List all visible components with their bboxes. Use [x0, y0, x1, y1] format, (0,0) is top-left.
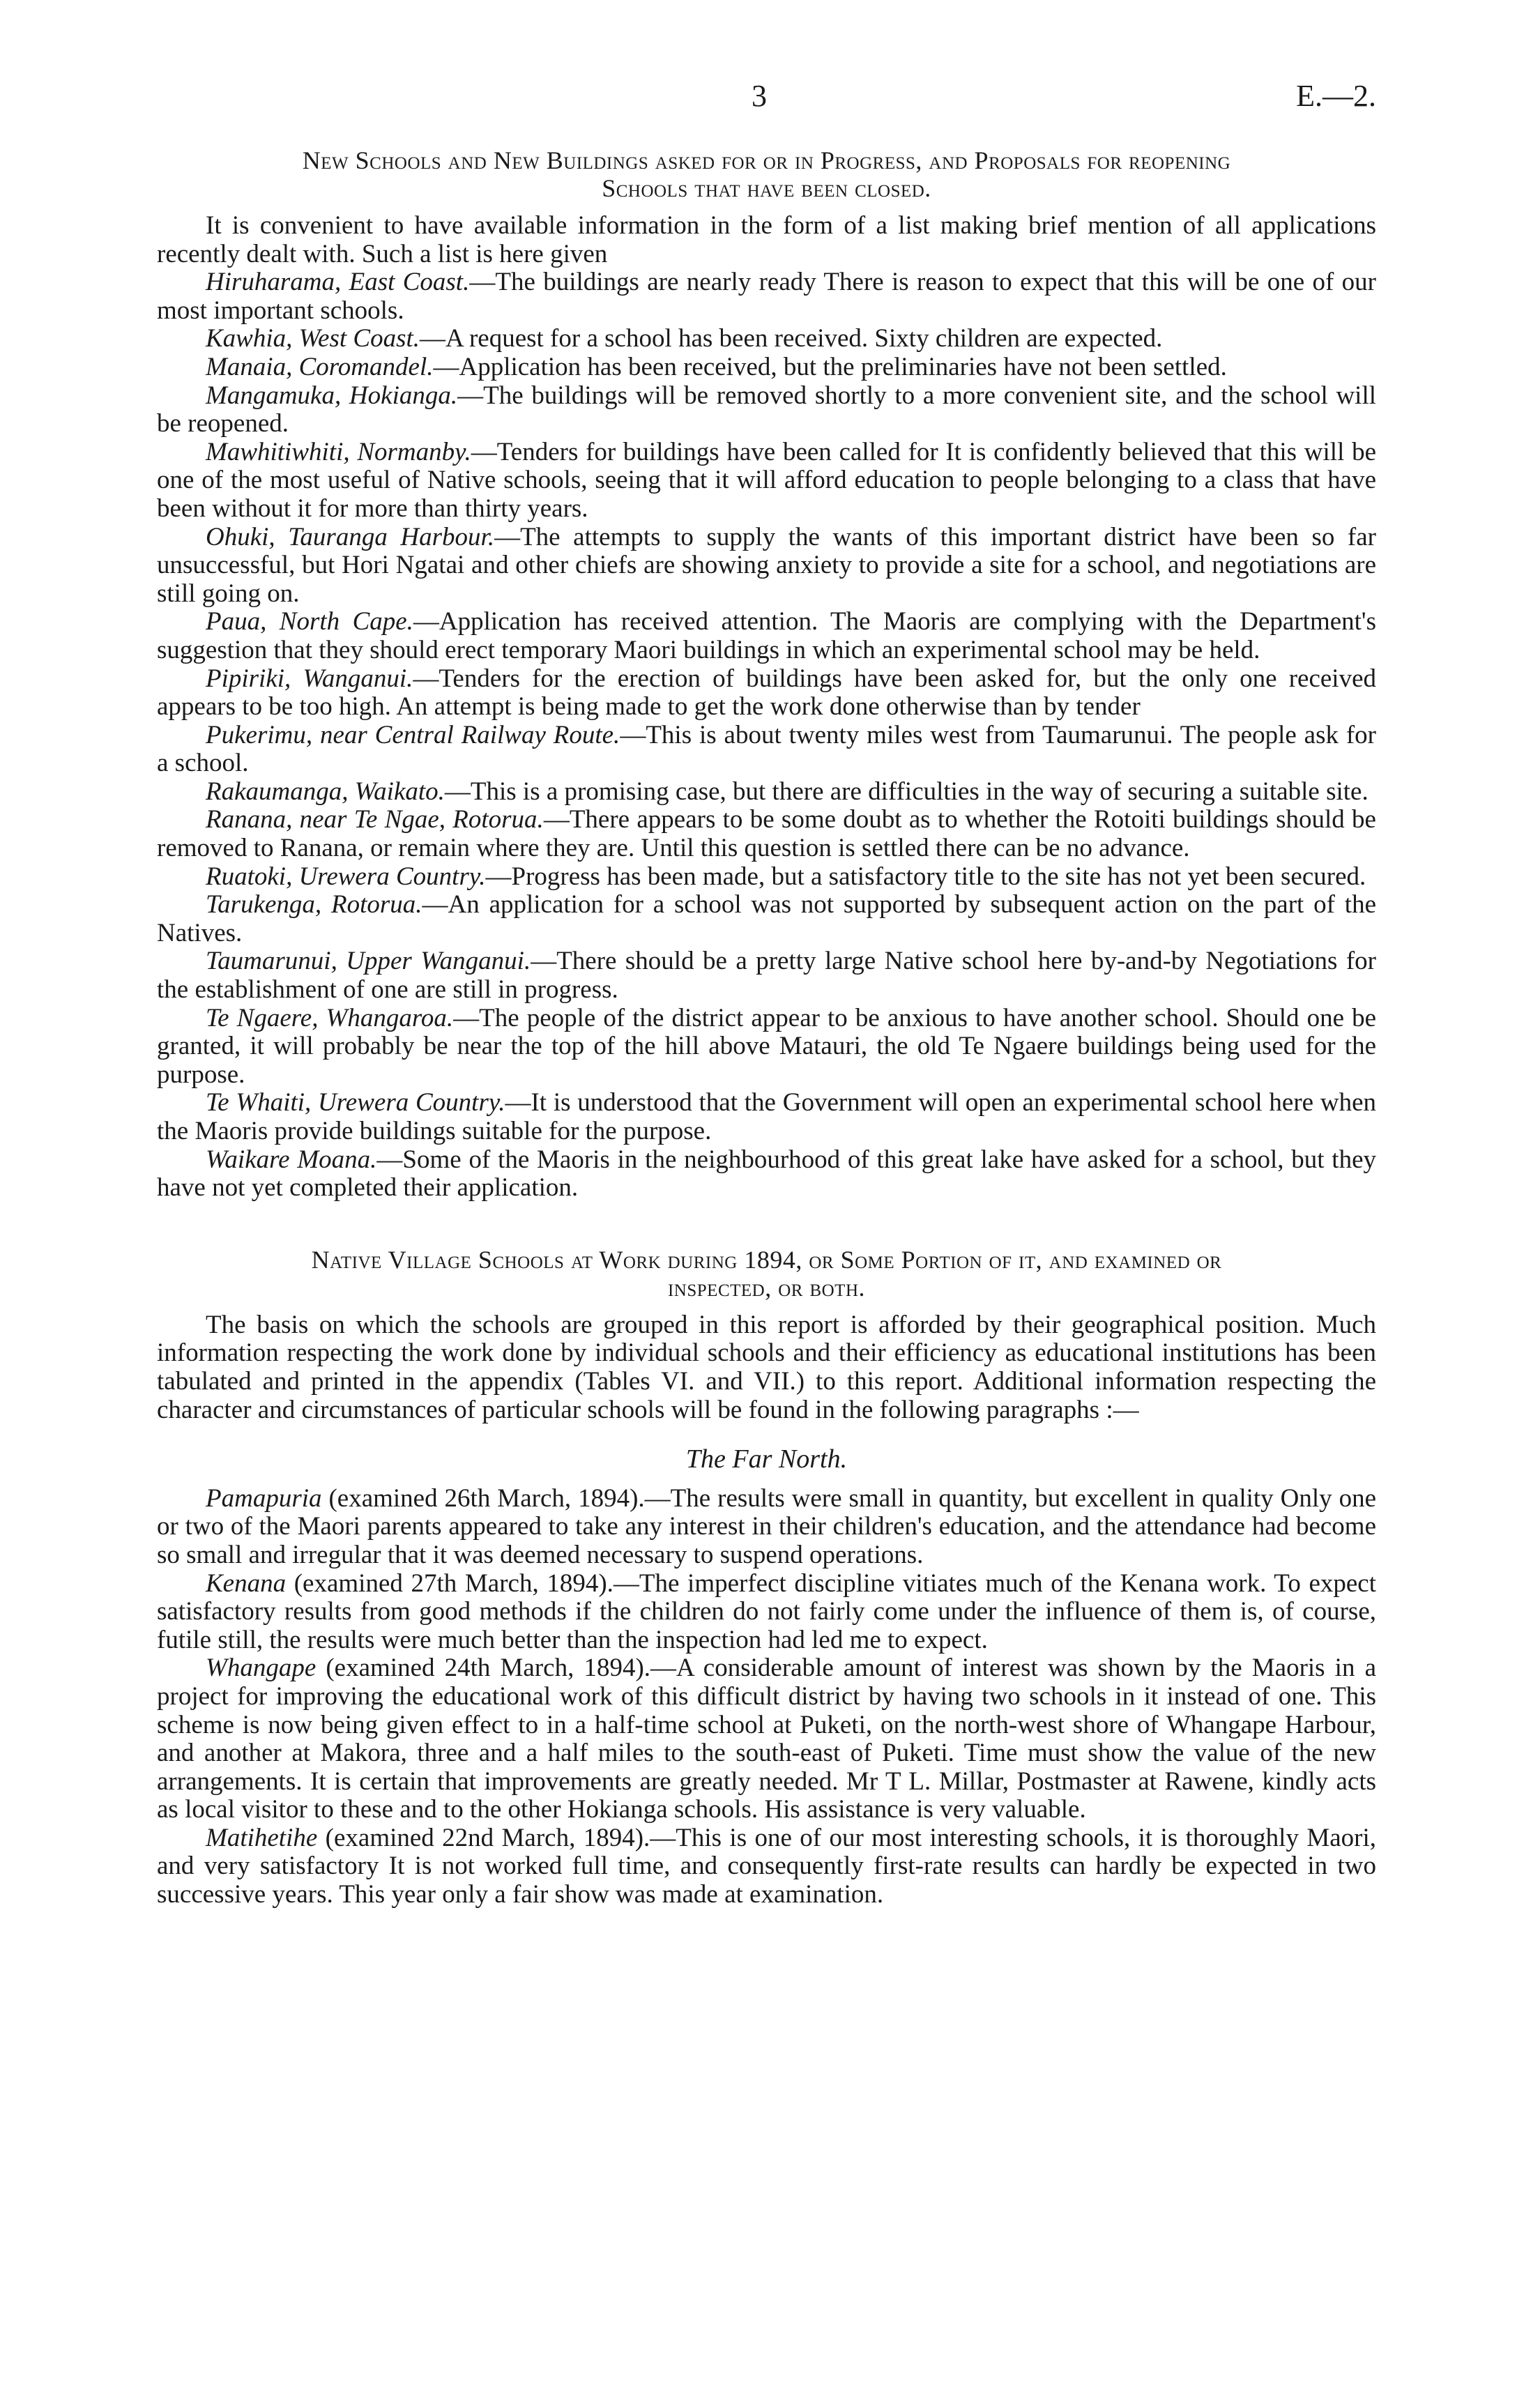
- school-place-name: Matihetihe: [206, 1823, 318, 1852]
- school-place-name: Rakaumanga, Waikato.: [206, 777, 445, 806]
- school-entry: [157, 1485, 1376, 1570]
- school-entry: [157, 863, 1376, 892]
- school-entry: [157, 947, 1376, 1004]
- school-place-name: Taumarunui, Upper Wanganui.: [206, 947, 531, 976]
- school-entry: [157, 778, 1376, 807]
- school-entry-text: —Some of the Maoris in the neighbourhood of this great lake have asked for a school, but they have not yet completed their application.: [157, 1145, 1376, 1203]
- heading-line: New Schools and New Buildings asked for or in Progress, and Proposals for reopening: [302, 146, 1231, 174]
- school-place-name: Kenana: [206, 1569, 287, 1598]
- school-entry: [157, 382, 1376, 438]
- school-entry: [157, 665, 1376, 722]
- school-entry-text: (examined 22nd March, 1894).—This is one of our most interesting schools, it is thoroughly Maori, and very satisfactory It is not worked full time, and consequently first-rate results can hardly be expected in two successive years. This year only a fair show was made at examination.: [157, 1823, 1376, 1909]
- school-entry: [157, 353, 1376, 382]
- school-entry-text: —Tenders for buildings have been called for It is confidently believed that this will be one of the most useful of Native schools, seeing that it will afford education to people belonging to a class that have been without it for more than thirty years.: [157, 437, 1376, 523]
- school-entry-text: —The attempts to supply the wants of this important district have been so far unsuccessful, but Hori Ngatai and other chiefs are showing anxiety to provide a site for a school, and negotiations are still going on.: [157, 522, 1376, 608]
- page-header: [157, 70, 1376, 146]
- school-entry-text: —An application for a school was not supported by subsequent action on the part of the Natives.: [157, 890, 1376, 947]
- school-entry-text: —Application has received attention. The Maoris are complying with the Department's suggestion that they should erect temporary Maori buildings in which an experimental school may be held.: [157, 607, 1377, 664]
- school-entry-text: —Progress has been made, but a satisfactory title to the site has not yet been secured.: [485, 862, 1366, 891]
- school-entry-text: —The buildings are nearly ready There is reason to expect that this will be one of our most important schools.: [157, 268, 1376, 325]
- heading-line: Native Village Schools at Work during 1894, or Some Portion of it, and examined or: [311, 1245, 1222, 1274]
- school-place-name: Mangamuka, Hokianga.: [206, 381, 458, 410]
- school-entry: [157, 325, 1376, 353]
- school-entry: [157, 1146, 1376, 1203]
- school-entry: [157, 1005, 1376, 1090]
- school-entry: [157, 524, 1376, 609]
- school-entry: [157, 1824, 1376, 1909]
- school-entry: [157, 891, 1376, 947]
- intro-paragraph: The basis on which the schools are grouped in this report is afforded by their geographical position. Much information respecting the work done by individual schools and their efficiency as educational institutions has been tabulated and printed in the appendix (Tables VI. and VII.) to this report. Additional information respecting the character and circumstances of particular schools will be found in the following paragraphs :—: [157, 1310, 1376, 1424]
- school-entry: [157, 438, 1376, 524]
- school-entry-text: —There should be a pretty large Native school here by-and-by Negotiations for the establishment of one are still in progress.: [157, 947, 1377, 1005]
- school-entry-text: (examined 24th March, 1894).—A considerable amount of interest was shown by the Maoris in a project for improving the educational work of this difficult district by having two schools in it instead of one. This scheme is now being given effect to in a half-time school at Puketi, on the north-west shore of Whangape Harbour, and another at Makora, three and a half miles to the south-east of Puketi. Time must show the value of the new arrangements. It is certain that improvements are greatly needed. Mr T L. Millar, Postmaster at Rawene, kindly acts as local visitor to these and to the other Hokianga schools. His assistance is very valuable.: [157, 1654, 1376, 1824]
- intro-paragraph: It is convenient to have available information in the form of a list making brief mention of all applications recently dealt with. Such a list is here given: [157, 211, 1376, 268]
- section-heading-new-schools: [157, 146, 1376, 202]
- section-heading-village-schools: [157, 1246, 1376, 1302]
- school-entry-text: —Tenders for the erection of buildings have been asked for, but the only one received appears to be too high. An attempt is being made to get the work done otherwise than by tender: [157, 664, 1376, 722]
- school-place-name: Whangape: [206, 1654, 317, 1683]
- school-entry-text: —This is a promising case, but there are difficulties in the way of securing a suitable site.: [444, 777, 1369, 806]
- school-place-name: Te Ngaere, Whangaroa.: [206, 1003, 454, 1032]
- school-entry-text: —This is about twenty miles west from Taumarunui. The people ask for a school.: [157, 720, 1376, 778]
- school-place-name: Ohuki, Tauranga Harbour.: [206, 522, 495, 551]
- school-place-name: Pamapuria: [206, 1483, 322, 1513]
- school-place-name: Pukerimu, near Central Railway Route.: [206, 720, 620, 749]
- school-place-name: Waikare Moana.: [206, 1145, 377, 1174]
- page-number: 3: [752, 79, 767, 113]
- school-place-name: Manaia, Coromandel.: [206, 352, 434, 381]
- school-entry-text: —There appears to be some doubt as to whether the Rotoiti buildings should be removed to Ranana, or remain where they are. Until this question is settled there can be no advance.: [157, 805, 1376, 863]
- school-entry-text: —The buildings will be removed shortly to a more convenient site, and the school will be reopened.: [157, 381, 1377, 438]
- school-place-name: Hiruharama, East Coast.: [206, 268, 470, 297]
- subheading-far-north: The Far North.: [685, 1444, 848, 1474]
- school-entry-text: (examined 27th March, 1894).—The imperfect discipline vitiates much of the Kenana work. To expect satisfactory results from good methods if the children do not fairly come under the influence of them is, of course, futile still, the results were much better than the inspection had led me to expect.: [157, 1569, 1376, 1654]
- school-place-name: Tarukenga, Rotorua.: [206, 890, 422, 920]
- school-entry: [157, 268, 1376, 325]
- school-place-name: Ranana, near Te Ngae, Rotorua.: [206, 805, 544, 834]
- school-entry: [157, 1654, 1376, 1824]
- school-place-name: Ruatoki, Urewera Country.: [206, 862, 486, 891]
- school-entry-text: —It is understood that the Government will open an experimental school here when the Maoris provide buildings suitable for the purpose.: [157, 1088, 1376, 1145]
- school-entry: [157, 1089, 1376, 1145]
- school-place-name: Te Whaiti, Urewera Country.: [206, 1088, 505, 1117]
- school-entry: [157, 806, 1376, 862]
- school-entry: [157, 722, 1376, 778]
- heading-line: inspected, or both.: [667, 1273, 865, 1302]
- school-place-name: Kawhia, West Coast.: [206, 324, 420, 353]
- far-north-schools-list: [157, 1485, 1376, 1909]
- school-entry-text: (examined 26th March, 1894).—The results were small in quantity, but excellent in quality Only one or two of the Maori parents appeared to take any interest in their children's education, and the attendance had become so small and irregular that it was deemed necessary to suspend operations.: [157, 1483, 1376, 1569]
- school-entry: [157, 1570, 1376, 1655]
- new-schools-list: [157, 268, 1376, 1203]
- school-entry-text: —The people of the district appear to be anxious to have another school. Should one be granted, it will probably be near the top of the hill above Matauri, the old Te Ngaere buildings being used for the purpose.: [157, 1003, 1376, 1089]
- school-place-name: Mawhitiwhiti, Normanby.: [206, 437, 471, 466]
- school-entry-text: —Application has been received, but the preliminaries have not been settled.: [433, 352, 1227, 381]
- section-spacer: [157, 1203, 1376, 1246]
- school-place-name: Paua, North Cape.: [206, 607, 413, 636]
- document-reference: E.—2.: [1296, 79, 1376, 113]
- school-place-name: Pipiriki, Wanganui.: [206, 664, 413, 693]
- school-entry-text: —A request for a school has been received. Sixty children are expected.: [420, 324, 1163, 353]
- heading-line: Schools that have been closed.: [602, 174, 931, 202]
- school-entry: [157, 608, 1376, 664]
